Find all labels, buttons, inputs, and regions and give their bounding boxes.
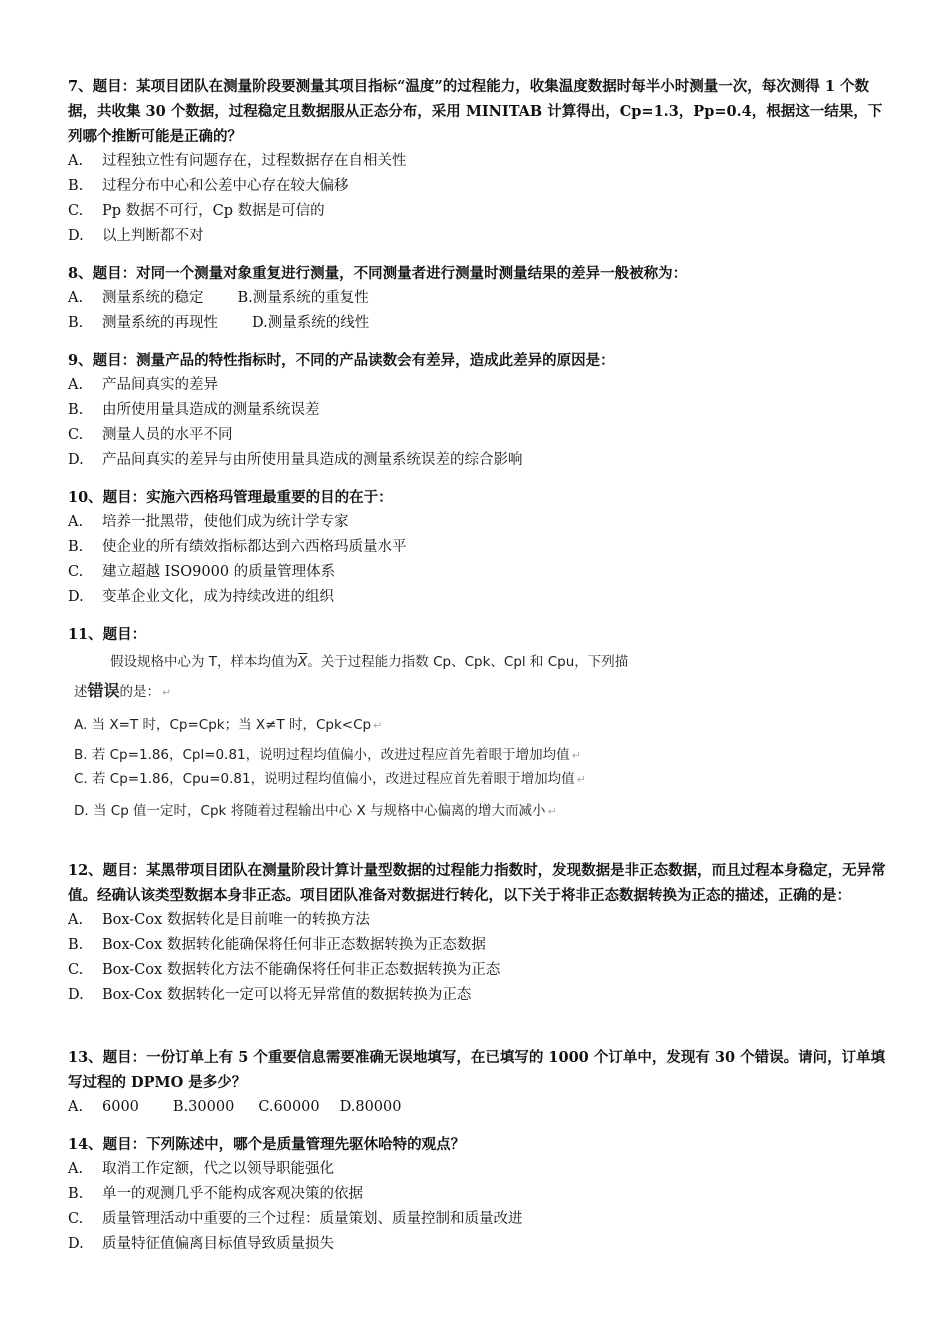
image-option-d: D. 当 Cp 值一定时，Cpk 将随着过程输出中心 X 与规格中心偏离的增大而减小 ↵ — [74, 803, 557, 819]
image-option-b: B. 若 Cp=1.86，Cpl=0.81，说明过程均值偏小，改进过程应首先着眼于增加均值 ↵ — [74, 747, 581, 763]
image-line-2: 述错误的是： ↵ — [74, 681, 172, 700]
question-14 — [68, 1132, 888, 1257]
option-a: A. 取消工作定额，代之以领导职能强化 — [68, 1161, 334, 1177]
option-b: B. 单一的观测几乎不能构成客观决策的依据 — [68, 1186, 363, 1202]
image-option-c: C. 若 Cp=1.86，Cpu=0.81，说明过程均值偏小，改进过程应首先着眼于增加均值 ↵ — [74, 771, 586, 787]
question-10 — [68, 485, 888, 610]
option-d: D. 以上判断都不对 — [68, 228, 204, 244]
option-row: A. 6000 B.30000 C.60000 D.80000 — [68, 1099, 402, 1115]
option-a: A. 培养一批黑带，使他们成为统计学专家 — [68, 514, 349, 530]
option-row-2: B. 测量系统的再现性 D.测量系统的线性 — [68, 315, 370, 331]
option-b: B. 过程分布中心和公差中心存在较大偏移 — [68, 178, 349, 194]
option-c: C. Pp 数据不可行，Cp 数据是可信的 — [68, 203, 325, 219]
option-b: B. 使企业的所有绩效指标都达到六西格玛质量水平 — [68, 539, 407, 555]
question-stem: 9、题目：测量产品的特性指标时，不同的产品读数会有差异，造成此差异的原因是： — [68, 352, 615, 369]
option-d: D. Box-Cox 数据转化一定可以将无异常值的数据转换为正态 — [68, 987, 472, 1003]
question-9 — [68, 348, 888, 473]
question-11-image — [70, 650, 790, 819]
question-8 — [68, 261, 888, 336]
question-7 — [68, 74, 888, 249]
question-stem: 13、题目：一份订单上有 5 个重要信息需要准确无误地填写，在已填写的 1000 个订单中，发现有 30 个错误。请问，订单填写过程的 DPMO 是多少？ — [68, 1049, 886, 1091]
option-a: A. 产品间真实的差异 — [68, 377, 218, 393]
question-11 — [68, 622, 888, 647]
question-13 — [68, 1045, 888, 1120]
image-option-a: A. 当 X=T 时，Cp=Cpk；当 X≠T 时，Cpk<Cp ↵ — [74, 717, 383, 733]
option-c: C. 质量管理活动中重要的三个过程：质量策划、质量控制和质量改进 — [68, 1211, 523, 1227]
option-c: C. Box-Cox 数据转化方法不能确保将任何非正态数据转换为正态 — [68, 962, 501, 978]
question-stem: 14、题目：下列陈述中，哪个是质量管理先驱休哈特的观点？ — [68, 1136, 466, 1153]
option-row-1: A. 测量系统的稳定 B.测量系统的重复性 — [68, 290, 369, 306]
question-stem: 10、题目：实施六西格玛管理最重要的目的在于： — [68, 489, 393, 506]
image-line-1: 假设规格中心为 T，样本均值为$\overline{X}$。关于过程能力指数 Cp、Cpk、Cpl 和 Cpu，下列描 — [110, 654, 629, 670]
question-stem: 11、题目： — [68, 626, 147, 643]
option-b: B. 由所使用量具造成的测量系统误差 — [68, 402, 320, 418]
option-a: A. 过程独立性有问题存在，过程数据存在自相关性 — [68, 153, 407, 169]
option-a: A. Box-Cox 数据转化是目前唯一的转换方法 — [68, 912, 370, 928]
option-b: B. Box-Cox 数据转化能确保将任何非正态数据转换为正态数据 — [68, 937, 486, 953]
question-12 — [68, 858, 888, 1008]
question-stem: 7、题目：某项目团队在测量阶段要测量其项目指标“温度”的过程能力，收集温度数据时每半小时测量一次，每次测得 1 个数据，共收集 30 个数据，过程稳定且数据服从正态分布，采用 MINITAB 计算得出，Cp=1.3，Pp=0.4，根据这一结果，下列哪个推断可能是正确的？ — [68, 78, 883, 145]
option-d: D. 质量特征值偏离目标值导致质量损失 — [68, 1236, 334, 1252]
question-stem: 8、题目：对同一个测量对象重复进行测量，不同测量者进行测量时测量结果的差异一般被称为： — [68, 265, 688, 282]
question-stem: 12、题目：某黑带项目团队在测量阶段计算计量型数据的过程能力指数时，发现数据是非正态数据，而且过程本身稳定，无异常值。经确认该类型数据本身非正态。项目团队准备对数据进行转化，以下关于将非正态数据转换为正态的描述，正确的是： — [68, 862, 886, 904]
option-c: C. 建立超越 ISO9000 的质量管理体系 — [68, 564, 336, 580]
option-d: D. 变革企业文化，成为持续改进的组织 — [68, 589, 334, 605]
option-d: D. 产品间真实的差异与由所使用量具造成的测量系统误差的综合影响 — [68, 452, 523, 468]
option-c: C. 测量人员的水平不同 — [68, 427, 233, 443]
